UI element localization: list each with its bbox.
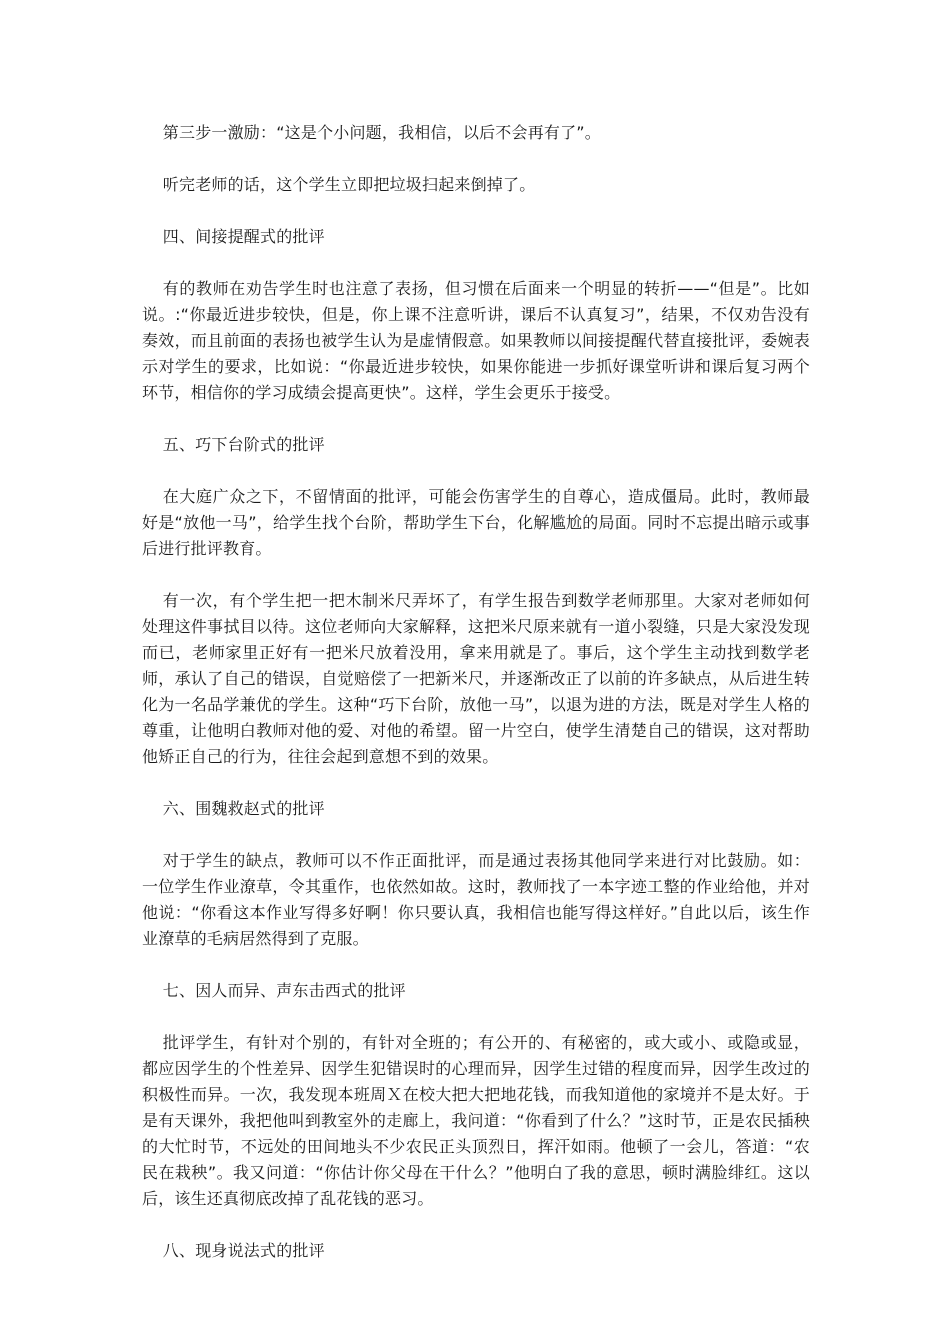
- section-heading-5: 五、巧下台阶式的批评: [162, 435, 325, 454]
- paragraph-step-three: 第三步一激励：“这是个小问题，我相信，以后不会再有了”。: [162, 123, 601, 142]
- document-page: [142, 120, 810, 1264]
- paragraph-indirect-reminder: 有的教师在劝告学生时也注意了表扬，但习惯在后面来一个明显的转折——“但是”。比如说。:“你最近进步较快，但是，你上课不注意听讲，课后不认真复习”，结果，不仅劝告没有奏效，而且前面的表扬也被学生认为是虚情假意。如果教师以间接提醒代替直接批评，委婉表示对学生的要求，比如说：“你最近进步较快，如果你能进一步抓好课堂听讲和课后复习两个环节，相信你的学习成绩会提高更快”。这样，学生会更乐于接受。: [142, 279, 810, 402]
- section-heading-7: 七、因人而异、声东击西式的批评: [162, 981, 406, 1000]
- section-heading-4: 四、间接提醒式的批评: [162, 227, 325, 246]
- paragraph-ruler-story: 有一次，有个学生把一把木制米尺弄坏了，有学生报告到数学老师那里。大家对老师如何处理这件事拭目以待。这位老师向大家解释，这把米尺原来就有一道小裂缝，只是大家没发现而已，老师家里正好有一把米尺放着没用，拿来用就是了。事后，这个学生主动找到数学老师，承认了自己的错误，自觉赔偿了一把新米尺，并逐渐改正了以前的许多缺点，从后进生转化为一名品学兼优的学生。这种“巧下台阶，放他一马”，以退为进的方法，既是对学生人格的尊重，让他明白教师对他的爱、对他的希望。留一片空白，使学生清楚自己的错误，这对帮助他矫正自己的行为，往往会起到意想不到的效果。: [142, 591, 810, 766]
- section-heading-8: 八、现身说法式的批评: [162, 1241, 325, 1260]
- paragraph-contrast-praise: 对于学生的缺点，教师可以不作正面批评，而是通过表扬其他同学来进行对比鼓励。如：一位学生作业潦草，令其重作，也依然如故。这时，教师找了一本字迹工整的作业给他，并对他说：“你看这本作业写得多好啊！你只要认真，我相信也能写得这样好。”自此以后，该生作业潦草的毛病居然得到了克服。: [142, 851, 810, 948]
- paragraph-individual-criticism: 批评学生，有针对个别的，有针对全班的；有公开的、有秘密的，或大或小、或隐或显，都应因学生的个性差异、因学生犯错误时的心理而异，因学生过错的程度而异，因学生改过的积极性而异。一次，我发现本班周Ｘ在校大把大把地花钱，而我知道他的家境并不是太好。于是有天课外，我把他叫到教室外的走廊上，我问道：“你看到了什么？”这时节，正是农民插秧的大忙时节，不远处的田间地头不少农民正头顶烈日，挥汗如雨。他顿了一会儿，答道：“农民在栽秧”。我又问道：“你估计你父母在干什么？”他明白了我的意思，顿时满脸绯红。这以后，该生还真彻底改掉了乱花钱的恶习。: [142, 1033, 810, 1208]
- paragraph-student-response: 听完老师的话，这个学生立即把垃圾扫起来倒掉了。: [162, 175, 536, 194]
- section-heading-6: 六、围魏救赵式的批评: [162, 799, 325, 818]
- paragraph-step-down: 在大庭广众之下，不留情面的批评，可能会伤害学生的自尊心，造成僵局。此时，教师最好是“放他一马”，给学生找个台阶，帮助学生下台，化解尴尬的局面。同时不忘提出暗示或事后进行批评教育。: [142, 487, 810, 558]
